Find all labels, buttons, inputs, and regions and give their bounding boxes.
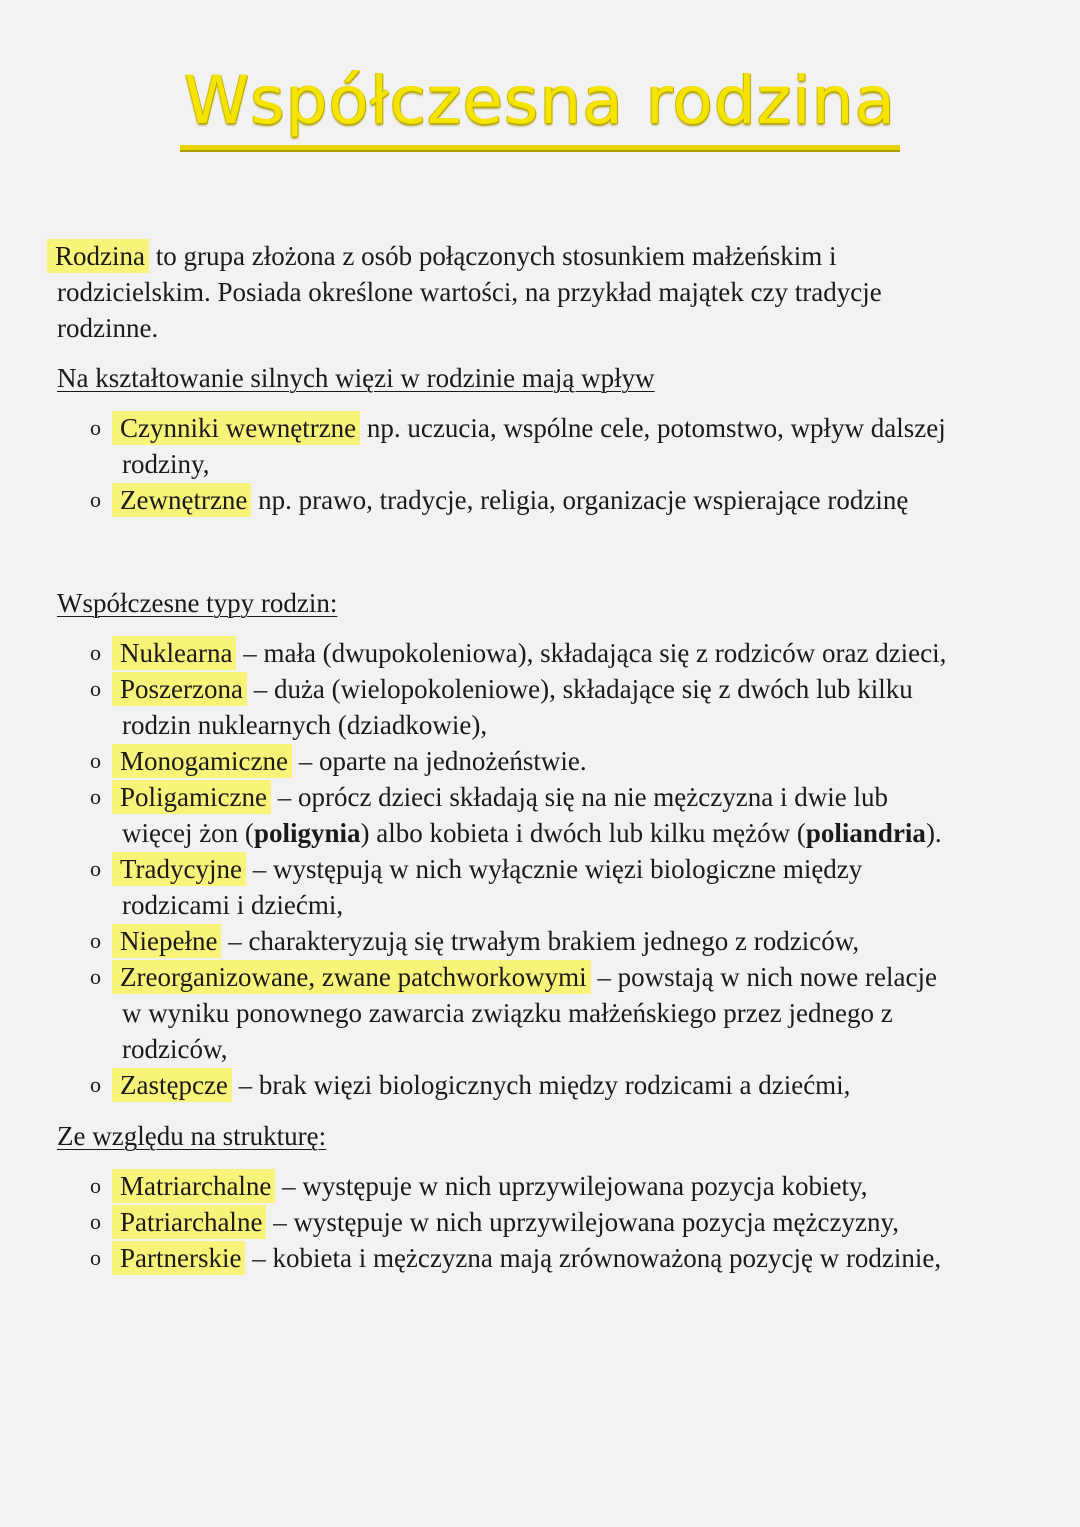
highlight-term: Partnerskie: [116, 1241, 245, 1275]
item-line: [122, 1240, 941, 1276]
intro-paragraph: [57, 238, 882, 346]
bullet-icon: o: [90, 1173, 101, 1198]
types-section: [57, 585, 946, 1103]
item-line: [122, 1067, 946, 1103]
list-item: [57, 1067, 946, 1103]
item-text: np. prawo, tradycje, religia, organizacje wspierające rodzinę: [251, 485, 909, 515]
page-title-wrap: [0, 62, 1080, 150]
bullet-icon: o: [90, 1245, 101, 1270]
bullet-icon: o: [90, 640, 101, 665]
page-title: Współczesna rodzina: [180, 62, 900, 150]
item-line: [122, 743, 946, 779]
list-item: [57, 410, 946, 482]
highlight-term: Niepełne: [116, 924, 221, 958]
item-text: w wyniku ponownego zawarcia związku małżeńskiego przez jednego z: [122, 998, 893, 1028]
highlight-term: Matriarchalne: [116, 1169, 275, 1203]
highlight-term: Rodzina: [51, 239, 149, 273]
bullet-icon: o: [90, 1072, 101, 1097]
structure-list: [57, 1168, 941, 1276]
bullet-icon: o: [90, 748, 101, 773]
bullet-icon: o: [90, 964, 101, 989]
highlight-term: Poszerzona: [116, 672, 247, 706]
item-line: [122, 1204, 941, 1240]
item-line: [122, 671, 946, 707]
item-line: [122, 995, 946, 1031]
item-line: [122, 635, 946, 671]
highlight-term: Zreorganizowane, zwane patchworkowymi: [116, 960, 591, 994]
list-item: [57, 1240, 941, 1276]
highlight-term: Patriarchalne: [116, 1205, 266, 1239]
item-text: rodzicami i dziećmi,: [122, 890, 344, 920]
list-item: [57, 482, 946, 518]
item-text: rodziny,: [122, 449, 210, 479]
item-text: – mała (dwupokoleniowa), składająca się z rodziców oraz dzieci,: [236, 638, 947, 668]
item-text: – występują w nich wyłącznie więzi biologiczne między: [246, 854, 863, 884]
bullet-icon: o: [90, 676, 101, 701]
item-line: [122, 482, 946, 518]
highlight-term: Czynniki wewnętrzne: [116, 411, 360, 445]
section-heading: Ze względu na strukturę:: [57, 1121, 327, 1151]
item-line: [122, 959, 946, 995]
list-item: [57, 743, 946, 779]
item-text: rodziców,: [122, 1034, 228, 1064]
item-text: rodzin nuklearnych (dziadkowie),: [122, 710, 488, 740]
item-text: – powstają w nich nowe relacje: [590, 962, 937, 992]
item-line: [122, 887, 946, 923]
bullet-icon: o: [90, 487, 101, 512]
item-text: ) albo kobieta i dwóch lub kilku mężów (: [360, 818, 806, 848]
structure-section: [57, 1118, 941, 1276]
list-item: [57, 1168, 941, 1204]
list-item: [57, 671, 946, 743]
intro-line: [57, 238, 882, 274]
item-text: – oparte na jednożeństwie.: [291, 746, 587, 776]
item-text: więcej żon (: [122, 818, 254, 848]
bullet-icon: o: [90, 856, 101, 881]
item-text: – występuje w nich uprzywilejowana pozycja mężczyzny,: [266, 1207, 899, 1237]
item-line: [122, 851, 946, 887]
bonds-list: [57, 410, 946, 518]
list-item: [57, 851, 946, 923]
item-text: np. uczucia, wspólne cele, potomstwo, wpływ dalszej: [360, 413, 946, 443]
intro-text: rodzicielskim. Posiada określone wartości, na przykład majątek czy tradycje: [57, 277, 882, 307]
intro-text: to grupa złożona z osób połączonych stosunkiem małżeńskim i: [148, 241, 837, 271]
highlight-term: Tradycyjne: [116, 852, 246, 886]
intro-line: [57, 310, 882, 346]
bullet-icon: o: [90, 415, 101, 440]
highlight-term: Zastępcze: [116, 1068, 232, 1102]
item-text: – brak więzi biologicznych między rodzicami a dziećmi,: [231, 1070, 851, 1100]
item-text: – duża (wielopokoleniowe), składające się z dwóch lub kilku: [246, 674, 913, 704]
intro-line: [57, 274, 882, 310]
item-line: [122, 923, 946, 959]
highlight-term: Poligamiczne: [116, 780, 271, 814]
item-line: [122, 779, 946, 815]
types-list: [57, 635, 946, 1103]
item-line: [122, 410, 946, 446]
intro-text: rodzinne.: [57, 313, 159, 343]
item-line: [122, 815, 946, 851]
item-line: [122, 707, 946, 743]
item-line: [122, 446, 946, 482]
bonds-section: [57, 360, 946, 518]
item-line: [122, 1168, 941, 1204]
highlight-term: Zewnętrzne: [116, 483, 251, 517]
highlight-term: Monogamiczne: [116, 744, 292, 778]
list-item: [57, 959, 946, 1067]
item-text: – występuje w nich uprzywilejowana pozycja kobiety,: [275, 1171, 868, 1201]
bold-term: poligynia: [253, 818, 361, 848]
bullet-icon: o: [90, 928, 101, 953]
bullet-icon: o: [90, 784, 101, 809]
item-text: ).: [925, 818, 942, 848]
item-text: – oprócz dzieci składają się na nie mężczyzna i dwie lub: [270, 782, 888, 812]
bullet-icon: o: [90, 1209, 101, 1234]
item-text: – kobieta i mężczyzna mają zrównoważoną pozycję w rodzinie,: [245, 1243, 942, 1273]
list-item: [57, 635, 946, 671]
bold-term: poliandria: [805, 818, 926, 848]
list-item: [57, 779, 946, 851]
section-heading: Współczesne typy rodzin:: [57, 588, 338, 618]
section-heading: Na kształtowanie silnych więzi w rodzinie mają wpływ: [57, 363, 655, 393]
highlight-term: Nuklearna: [116, 636, 236, 670]
item-text: – charakteryzują się trwałym brakiem jednego z rodziców,: [221, 926, 860, 956]
list-item: [57, 1204, 941, 1240]
item-line: [122, 1031, 946, 1067]
list-item: [57, 923, 946, 959]
